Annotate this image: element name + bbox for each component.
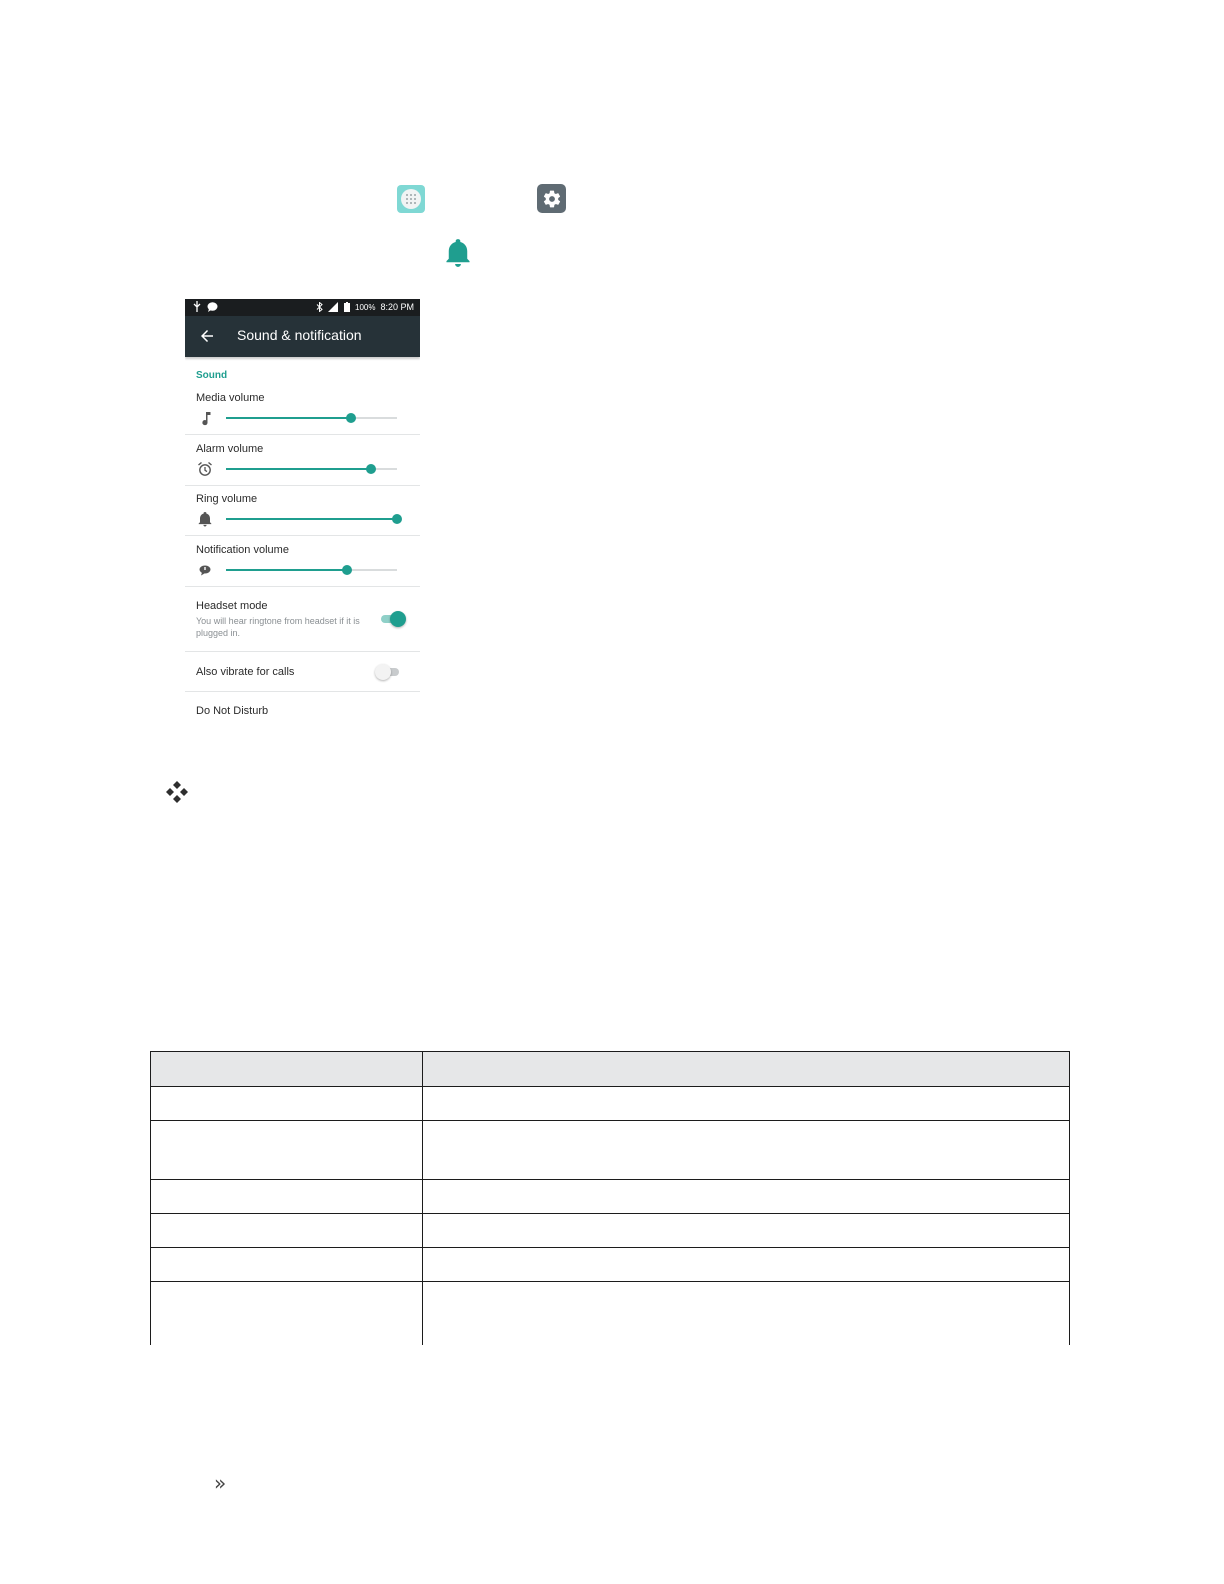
bluetooth-icon xyxy=(316,302,323,312)
vibrate-for-calls-row[interactable] xyxy=(185,652,420,691)
battery-percent: 100% xyxy=(355,302,376,312)
table-row xyxy=(151,1180,1070,1214)
headset-mode-label: Headset mode xyxy=(196,600,268,612)
volume-label: Media volume xyxy=(196,392,265,404)
do-not-disturb-item[interactable]: Do Not Disturb xyxy=(196,705,269,715)
divider xyxy=(185,485,420,486)
table-row xyxy=(151,1214,1070,1248)
divider xyxy=(185,691,420,692)
message-icon xyxy=(207,302,218,312)
volume-slider-thumb[interactable] xyxy=(392,514,402,524)
settings-icon xyxy=(537,184,566,213)
music-note-icon xyxy=(197,410,213,426)
table-cell xyxy=(423,1248,1070,1282)
table-header-cell xyxy=(151,1052,423,1087)
notification-icon xyxy=(197,562,213,578)
app-bar xyxy=(185,316,420,357)
volume-label: Notification volume xyxy=(196,544,289,556)
table-page-break xyxy=(148,1345,1074,1405)
table-row xyxy=(151,1087,1070,1121)
bell-icon xyxy=(444,238,472,268)
vibrate-for-calls-label: Also vibrate for calls xyxy=(196,666,295,678)
table-cell xyxy=(151,1214,423,1248)
table-cell xyxy=(151,1121,423,1180)
next-page-icon[interactable]: » xyxy=(214,1471,227,1495)
table-header-cell xyxy=(423,1052,1070,1087)
usb-icon xyxy=(193,301,201,312)
bell-icon xyxy=(197,511,213,527)
volume-slider-thumb[interactable] xyxy=(342,565,352,575)
screen-title: Sound & notification xyxy=(237,327,362,343)
divider xyxy=(185,535,420,536)
signal-icon xyxy=(328,302,339,312)
table-cell xyxy=(423,1121,1070,1180)
settings-table xyxy=(150,1051,1070,1362)
phone-screenshot xyxy=(185,299,420,715)
volume-slider-fill xyxy=(226,468,371,470)
table-cell xyxy=(151,1180,423,1214)
volume-slider[interactable] xyxy=(226,569,397,571)
volume-slider-fill xyxy=(226,569,347,571)
volume-slider-fill xyxy=(226,417,351,419)
volume-slider-thumb[interactable] xyxy=(346,413,356,423)
table-row xyxy=(151,1121,1070,1180)
alarm-clock-icon xyxy=(197,461,213,477)
table-row xyxy=(151,1248,1070,1282)
table-cell xyxy=(423,1087,1070,1121)
volume-label: Alarm volume xyxy=(196,443,264,455)
volume-row xyxy=(185,443,420,494)
volume-slider[interactable] xyxy=(226,468,397,470)
back-arrow-icon[interactable] xyxy=(198,327,216,345)
table-cell xyxy=(423,1214,1070,1248)
section-label-sound: Sound xyxy=(196,370,228,381)
table-cell xyxy=(151,1087,423,1121)
table-cell xyxy=(151,1248,423,1282)
battery-icon xyxy=(344,302,350,312)
volume-row xyxy=(185,493,420,544)
volume-slider[interactable] xyxy=(226,518,397,520)
headset-mode-description: You will hear ringtone from headset if it is plugged in. xyxy=(196,616,360,638)
volume-row xyxy=(185,392,420,443)
volume-slider-thumb[interactable] xyxy=(366,464,376,474)
table-header-row xyxy=(151,1052,1070,1087)
headset-mode-switch[interactable] xyxy=(380,611,406,627)
volume-label: Ring volume xyxy=(196,493,258,505)
tip-icon xyxy=(164,779,190,805)
headset-mode-row[interactable] xyxy=(185,585,420,651)
apps-icon xyxy=(397,185,425,213)
table-cell xyxy=(423,1180,1070,1214)
volume-slider[interactable] xyxy=(226,417,397,419)
status-bar xyxy=(185,299,420,316)
vibrate-for-calls-switch[interactable] xyxy=(376,664,402,680)
clock: 8:20 PM xyxy=(380,302,414,312)
volume-slider-fill xyxy=(226,518,397,520)
divider xyxy=(185,434,420,435)
